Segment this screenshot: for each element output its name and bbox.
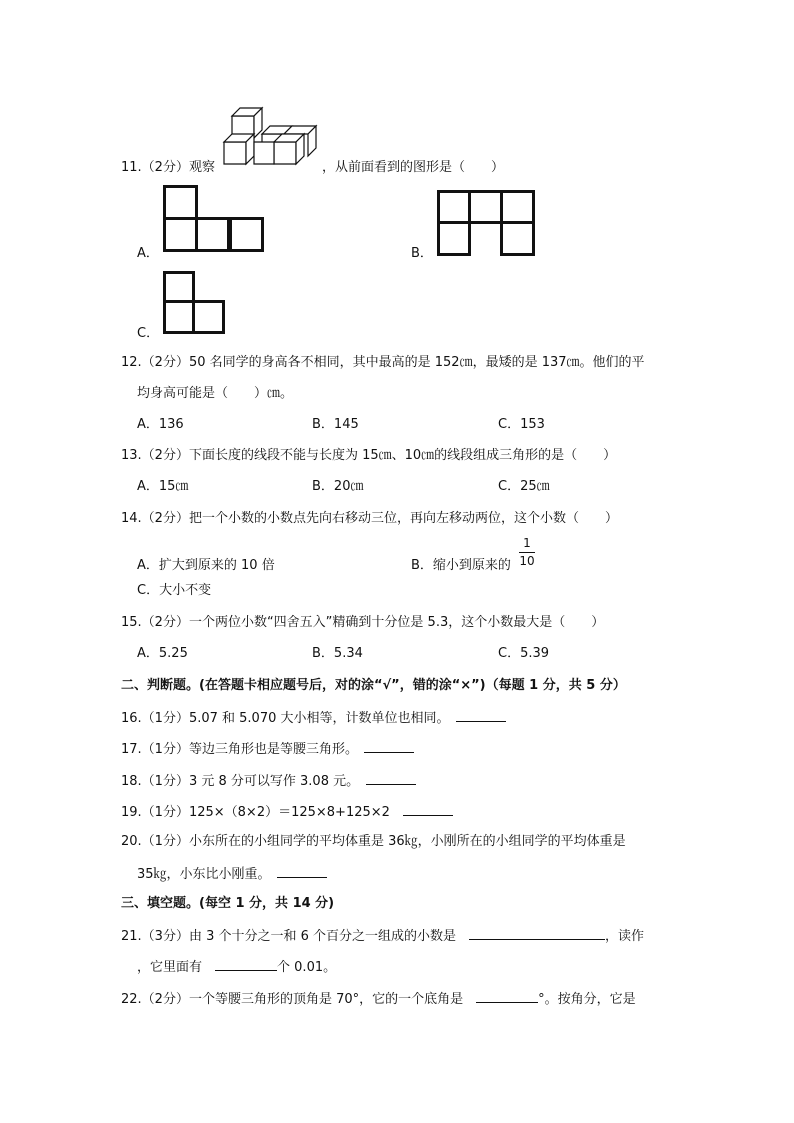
q14-option-a: A．扩大到原来的 10 倍 [137,558,275,573]
q13-option-b: B．20㎝ [312,479,364,494]
q11-option-a-figure [163,185,264,253]
q17: 17.（1分）等边三角形也是等腰三角形。 [121,740,414,758]
q21-answer-blank-1[interactable] [469,927,605,940]
q13-option-c: C．25㎝ [498,479,550,494]
q22-line1: 22.（2分）一个等腰三角形的顶角是 70°，它的一个底角是 °。按角分，它是 [121,992,636,1007]
section-2-title: 二、判断题。(在答题卡相应题号后，对的涂“√”，错的涂“×”)（每题 1 分，共 5 分） [121,678,626,693]
q11-stem: 11.（2分）观察 [121,160,215,175]
q20-line1: 20.（1分）小东所在的小组同学的平均体重是 36㎏，小刚所在的小组同学的平均体重是 [121,834,626,849]
q14-line1: 14.（2分）把一个小数的小数点先向右移动三位，再向左移动两位，这个小数（ ） [121,511,618,526]
q12-option-b: B．145 [312,417,359,432]
q18: 18.（1分）3 元 8 分可以写作 3.08 元。 [121,772,416,790]
q14-option-b: B．缩小到原来的 [411,558,511,573]
q12-line2: 均身高可能是（ ）㎝。 [137,386,294,401]
q12-option-a: A．136 [137,417,184,432]
q19: 19.（1分）125×（8×2）＝125×8+125×2 [121,803,453,821]
q21-line1: 21.（3分）由 3 个十分之一和 6 个百分之一组成的小数是 ，读作 [121,929,645,944]
q20-answer-blank[interactable] [277,865,327,878]
q12-line1: 12.（2分）50 名同学的身高各不相同，其中最高的是 152㎝，最矮的是 137㎝。他们的平 [121,355,645,370]
q11-option-b-label: B． [411,246,433,261]
q14-option-c: C．大小不变 [137,583,212,598]
q16-answer-blank[interactable] [456,709,506,722]
q11-option-c-figure [163,271,225,334]
q13-line1: 13.（2分）下面长度的线段不能与长度为 15㎝、10㎝的线段组成三角形的是（ ） [121,448,617,463]
q20-line2: 35㎏，小东比小刚重。 [137,865,327,883]
q14-fraction-denominator: 10 [519,554,535,568]
cube-stack-figure [222,104,322,170]
section-3-title: 三、填空题。(每空 1 分，共 14 分) [121,896,335,911]
q11-stem-rest: ，从前面看到的图形是（ ） [322,160,505,175]
q15-line1: 15.（2分）一个两位小数“四舍五入”精确到十分位是 5.3，这个小数最大是（ ） [121,615,605,630]
q11-option-b-figure [437,190,535,256]
q16: 16.（1分）5.07 和 5.070 大小相等，计数单位也相同。 [121,709,506,727]
q14-fraction-numerator: 1 [523,536,531,550]
q21-line2: ，它里面有 个 0.01。 [137,960,337,975]
q11-option-a-label: A． [137,246,159,261]
q12-option-c: C．153 [498,417,545,432]
q15-option-b: B．5.34 [312,646,363,661]
q21-answer-blank-2[interactable] [215,958,277,971]
q18-answer-blank[interactable] [366,772,416,785]
q11-option-c-label: C． [137,326,160,341]
q22-answer-blank-1[interactable] [476,990,538,1003]
q15-option-a: A．5.25 [137,646,188,661]
q13-option-a: A．15㎝ [137,479,189,494]
q17-answer-blank[interactable] [364,740,414,753]
q15-option-c: C．5.39 [498,646,550,661]
q19-answer-blank[interactable] [403,803,453,816]
